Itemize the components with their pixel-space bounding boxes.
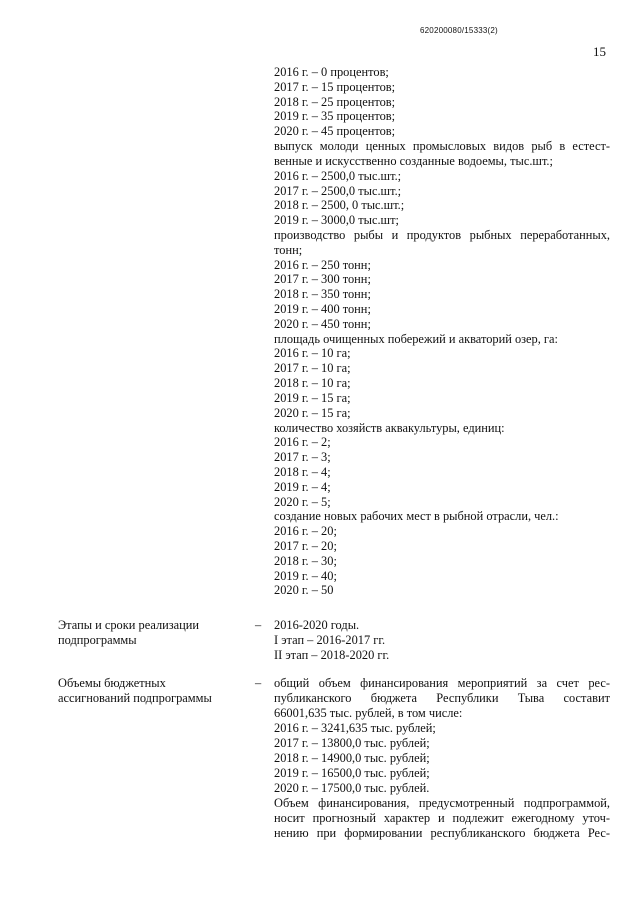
indicator-line: 2016 г. – 2;	[274, 435, 331, 450]
stages-line: II этап – 2018-2020 гг.	[274, 648, 390, 662]
indicator-line: 2020 г. – 50	[274, 583, 334, 598]
funding-line: 2016 г. – 3241,635 тыс. рублей;	[274, 721, 436, 735]
indicator-line: 2018 г. – 30;	[274, 553, 337, 568]
funding-line: носит прогнозный характер и подлежит ежегодному уточ-	[274, 811, 610, 825]
indicator-line: 2018 г. – 25 процентов;	[274, 94, 396, 109]
funding-label: Объемы бюджетных ассигнований подпрограммы	[58, 676, 212, 705]
funding-line: 2018 г. – 14900,0 тыс. рублей;	[274, 751, 430, 765]
stages-line: 2016-2020 годы.	[274, 618, 360, 632]
indicator-line: 2016 г. – 250 тонн;	[274, 257, 371, 272]
stages-dash: –	[255, 618, 262, 632]
indicator-line: 2017 г. – 300 тонн;	[274, 272, 371, 287]
funding-line: нению при формировании республиканского бюджета Рес-	[274, 826, 610, 840]
indicator-line: 2020 г. – 5;	[274, 494, 331, 509]
indicator-line: 2016 г. – 10 га;	[274, 346, 351, 361]
stages-line: I этап – 2016-2017 гг.	[274, 633, 386, 647]
stages-content	[274, 618, 610, 663]
funding-line: 66001,635 тыс. рублей, в том числе:	[274, 706, 463, 720]
indicator-line: выпуск молоди ценных промысловых видов рыб в естест-	[274, 139, 610, 154]
funding-line: публиканского бюджета Республики Тыва составит	[274, 691, 610, 705]
funding-line: 2017 г. – 13800,0 тыс. рублей;	[274, 736, 430, 750]
indicator-line: 2017 г. – 2500,0 тыс.шт.;	[274, 183, 402, 198]
indicator-line: 2017 г. – 3;	[274, 450, 331, 465]
indicator-line: венные и искусственно созданные водоемы, тыс.шт.;	[274, 153, 553, 168]
indicator-line: производство рыбы и продуктов рыбных переработанных,	[274, 227, 610, 242]
indicator-line: 2017 г. – 10 га;	[274, 361, 351, 376]
indicators-list	[274, 65, 610, 598]
funding-line: 2019 г. – 16500,0 тыс. рублей;	[274, 766, 430, 780]
indicator-line: 2016 г. – 2500,0 тыс.шт.;	[274, 168, 402, 183]
indicator-line: 2016 г. – 0 процентов;	[274, 65, 389, 79]
indicator-line: 2020 г. – 15 га;	[274, 405, 351, 420]
document-id: 620200080/15333(2)	[420, 26, 498, 35]
indicator-line: 2017 г. – 20;	[274, 539, 337, 553]
indicator-line: 2019 г. – 400 тонн;	[274, 302, 371, 316]
indicator-line: тонн;	[274, 242, 303, 257]
indicator-line: 2019 г. – 40;	[274, 568, 337, 583]
stages-label: Этапы и сроки реализации подпрограммы	[58, 618, 200, 647]
indicator-line: 2018 г. – 4;	[274, 464, 331, 479]
indicator-line: 2020 г. – 45 процентов;	[274, 124, 396, 139]
indicator-line: 2019 г. – 15 га;	[274, 390, 351, 405]
funding-line: Объем финансирования, предусмотренный подпрограммой,	[274, 796, 610, 810]
indicator-line: 2018 г. – 2500, 0 тыс.шт.;	[274, 198, 405, 213]
funding-dash: –	[255, 676, 262, 690]
indicator-line: 2019 г. – 35 процентов;	[274, 109, 396, 124]
page-number: 15	[593, 44, 606, 59]
indicator-line: 2018 г. – 350 тонн;	[274, 287, 371, 302]
funding-line: 2020 г. – 17500,0 тыс. рублей.	[274, 781, 430, 795]
indicator-line: 2017 г. – 15 процентов;	[274, 79, 396, 94]
indicator-line: создание новых рабочих мест в рыбной отрасли, чел.:	[274, 509, 559, 524]
funding-content	[274, 676, 610, 841]
indicator-line: 2019 г. – 3000,0 тыс.шт;	[274, 213, 399, 228]
funding-line: общий объем финансирования мероприятий за счет рес-	[274, 676, 610, 690]
indicator-line: площадь очищенных побережий и акваторий озер, га:	[274, 331, 558, 346]
indicator-line: 2016 г. – 20;	[274, 524, 337, 539]
indicator-line: 2020 г. – 450 тонн;	[274, 316, 371, 331]
indicator-line: 2018 г. – 10 га;	[274, 376, 351, 391]
indicator-line: количество хозяйств аквакультуры, единиц:	[274, 420, 505, 435]
indicator-line: 2019 г. – 4;	[274, 479, 331, 494]
